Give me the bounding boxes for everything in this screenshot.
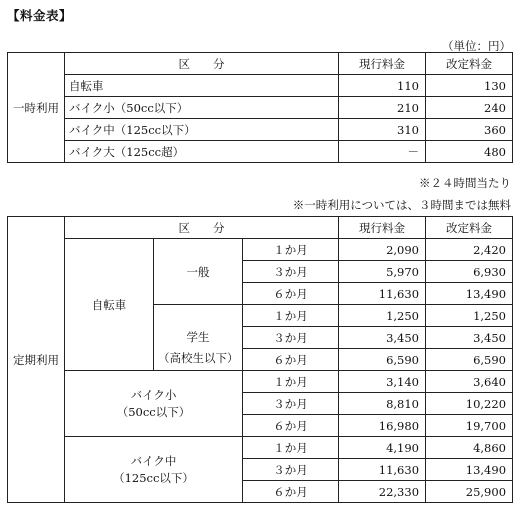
row-label: バイク小（50cc以下） <box>65 97 339 119</box>
period-label: ６か月 <box>243 349 339 371</box>
header-category: 区 分 <box>65 53 339 75</box>
current-fee: 3,450 <box>339 327 426 349</box>
bike-small-label <box>65 371 243 437</box>
revised-fee: 480 <box>426 141 513 163</box>
current-fee: 110 <box>339 75 426 97</box>
revised-fee: 130 <box>426 75 513 97</box>
table-row <box>8 239 513 261</box>
period-label: ３か月 <box>243 393 339 415</box>
revised-fee: 13,490 <box>426 459 513 481</box>
note-24h: ※２４時間当たり <box>419 176 511 190</box>
row-label: バイク中（125cc以下） <box>65 119 339 141</box>
current-fee: 11,630 <box>339 283 426 305</box>
revised-fee: 6,590 <box>426 349 513 371</box>
revised-fee: 19,700 <box>426 415 513 437</box>
header-revised: 改定料金 <box>426 53 513 75</box>
table-row <box>8 119 513 141</box>
revised-fee: 360 <box>426 119 513 141</box>
current-fee: 210 <box>339 97 426 119</box>
revised-fee: 6,930 <box>426 261 513 283</box>
header-current: 現行料金 <box>339 53 426 75</box>
table-row <box>8 437 513 459</box>
revised-fee: 240 <box>426 97 513 119</box>
revised-fee: 2,420 <box>426 239 513 261</box>
current-fee: 6,590 <box>339 349 426 371</box>
table-row <box>8 371 513 393</box>
current-fee: 4,190 <box>339 437 426 459</box>
bike-small-label-line2: （50cc以下） <box>116 404 191 419</box>
current-fee: 310 <box>339 119 426 141</box>
table-header-row <box>8 217 513 239</box>
header-current: 現行料金 <box>339 217 426 239</box>
page-title: 【料金表】 <box>7 8 73 23</box>
period-label: ６か月 <box>243 481 339 503</box>
current-fee: 2,090 <box>339 239 426 261</box>
period-label: ３か月 <box>243 327 339 349</box>
row-label: バイク大（125cc超） <box>65 141 339 163</box>
table-header-row <box>8 53 513 75</box>
table-row <box>8 75 513 97</box>
current-fee: 5,970 <box>339 261 426 283</box>
period-label: １か月 <box>243 239 339 261</box>
current-fee: 8,810 <box>339 393 426 415</box>
period-label: ３か月 <box>243 459 339 481</box>
current-fee: 22,330 <box>339 481 426 503</box>
bike-small-label-line1: バイク小 <box>130 387 177 402</box>
table-row <box>8 141 513 163</box>
group-label-temporary: 一時利用 <box>8 53 65 163</box>
period-label: ６か月 <box>243 283 339 305</box>
header-category: 区 分 <box>65 217 339 239</box>
period-label: １か月 <box>243 437 339 459</box>
group-label-periodic: 定期利用 <box>8 217 65 503</box>
note-free-3h: ※一時利用については、３時間までは無料 <box>292 198 511 212</box>
student-label <box>154 305 243 371</box>
general-label: 一般 <box>154 239 243 305</box>
period-label: １か月 <box>243 371 339 393</box>
period-label: ３か月 <box>243 261 339 283</box>
revised-fee: 1,250 <box>426 305 513 327</box>
period-label: １か月 <box>243 305 339 327</box>
current-fee: 3,140 <box>339 371 426 393</box>
row-label: 自転車 <box>65 75 339 97</box>
current-fee: 16,980 <box>339 415 426 437</box>
bike-mid-label <box>65 437 243 503</box>
temporary-use-table <box>7 52 513 163</box>
revised-fee: 10,220 <box>426 393 513 415</box>
revised-fee: 3,450 <box>426 327 513 349</box>
header-revised: 改定料金 <box>426 217 513 239</box>
revised-fee: 13,490 <box>426 283 513 305</box>
revised-fee: 3,640 <box>426 371 513 393</box>
current-fee: － <box>339 141 426 163</box>
bicycle-label: 自転車 <box>65 239 154 371</box>
revised-fee: 25,900 <box>426 481 513 503</box>
unit-label: （単位：円） <box>442 39 511 53</box>
student-label-line1: 学生 <box>186 330 210 344</box>
revised-fee: 4,860 <box>426 437 513 459</box>
table-row <box>8 97 513 119</box>
student-label-line2: （高校生以下） <box>158 351 239 365</box>
period-label: ６か月 <box>243 415 339 437</box>
bike-mid-label-line1: バイク中 <box>130 453 177 468</box>
current-fee: 1,250 <box>339 305 426 327</box>
bike-mid-label-line2: （125cc以下） <box>113 470 194 485</box>
current-fee: 11,630 <box>339 459 426 481</box>
periodic-use-table <box>7 216 513 503</box>
